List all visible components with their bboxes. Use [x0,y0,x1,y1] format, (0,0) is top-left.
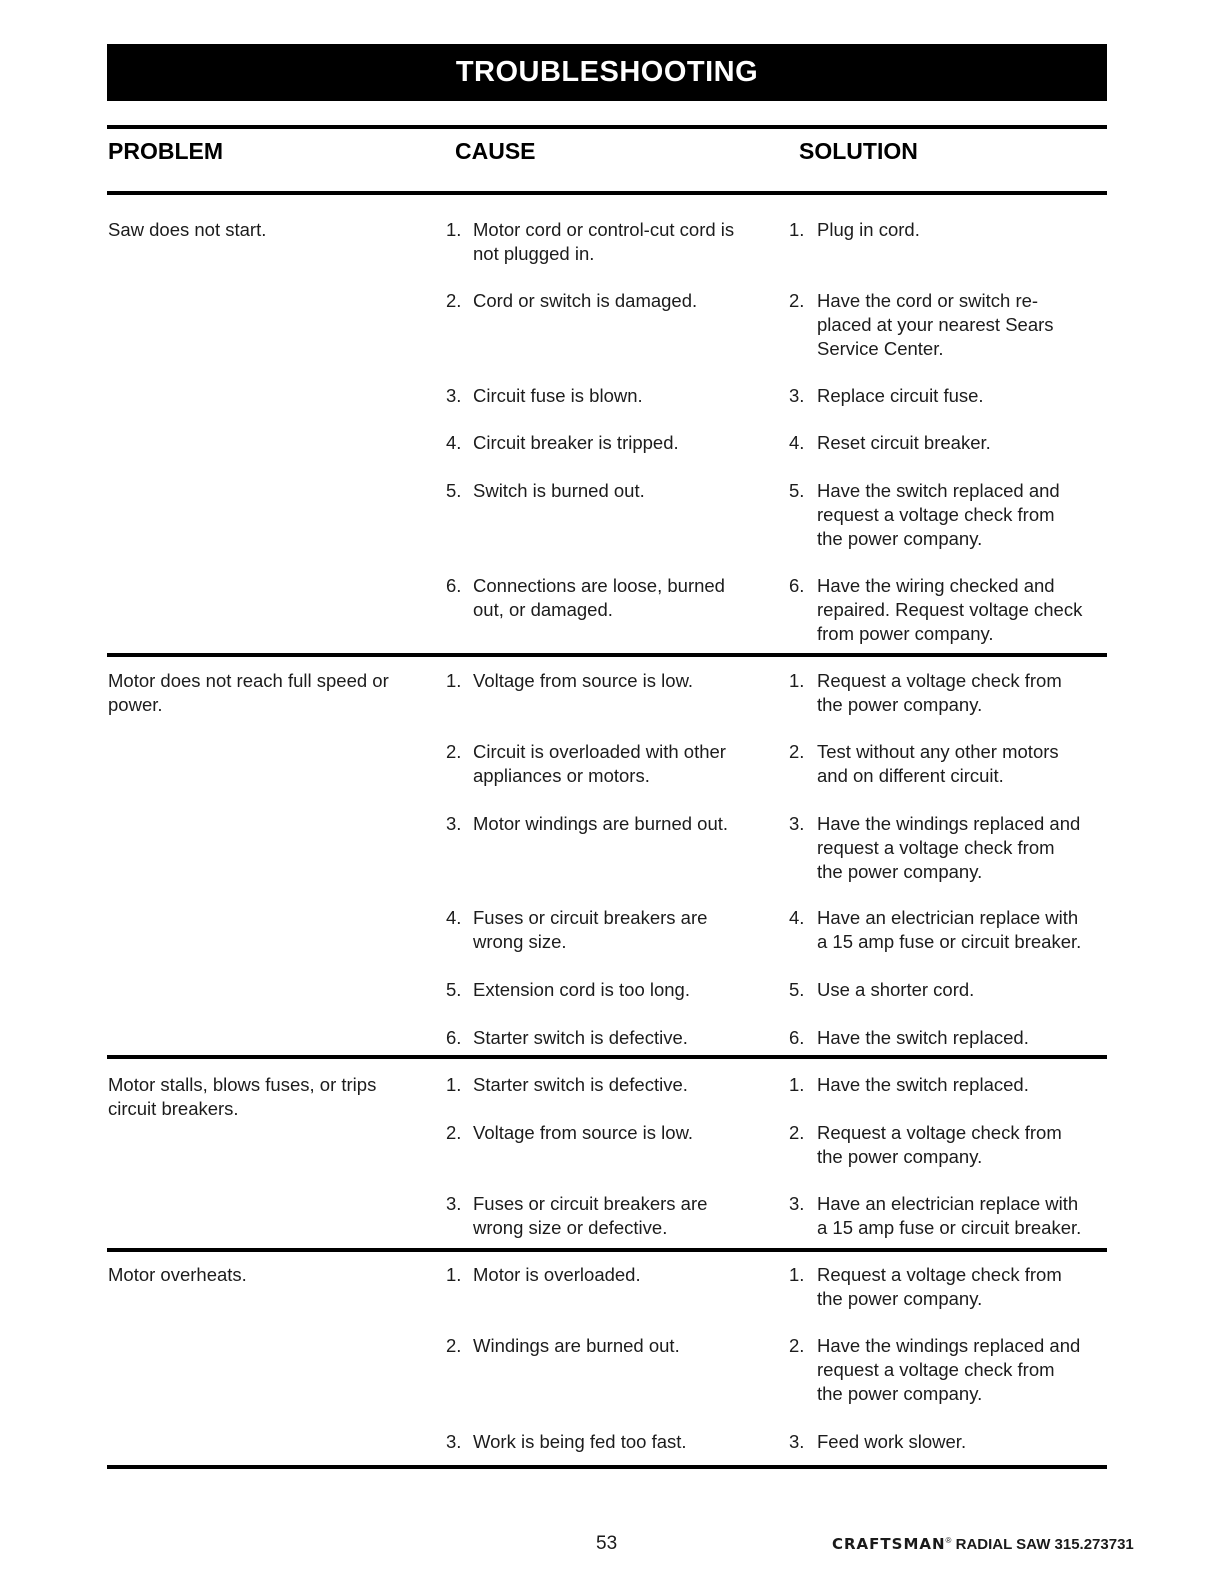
cause-number: 3. [446,385,462,406]
cause-text [473,740,773,788]
solution-number: 1. [789,1264,805,1285]
solution-number: 3. [789,1193,805,1214]
problem-text [108,218,428,242]
cause-number: 1. [446,670,462,691]
registered-mark: ® [945,1536,952,1545]
header-bottom-rule [107,191,1107,195]
cause-number: 4. [446,907,462,928]
solution-text [817,812,1117,884]
cause-text-line: wrong size or defective. [473,1217,668,1238]
cause-number: 6. [446,1027,462,1048]
section-divider [107,1055,1107,1059]
cause-text-line: Motor windings are burned out. [473,813,729,834]
solution-number: 3. [789,385,805,406]
solution-number: 5. [789,979,805,1000]
column-header-cause: CAUSE [455,138,536,164]
solution-text-line: Have an electrician replace with [817,907,1079,928]
solution-text-line: Replace circuit fuse. [817,385,984,406]
solution-text-line: placed at your nearest Sears [817,314,1054,335]
solution-text-line: a 15 amp fuse or circuit breaker. [817,931,1082,952]
cause-text-line: Circuit fuse is blown. [473,385,643,406]
solution-text-line: the power company. [817,1146,983,1167]
solution-text-line: the power company. [817,1288,983,1309]
cause-text-line: Extension cord is too long. [473,979,690,1000]
solution-text-line: request a voltage check from [817,1359,1055,1380]
cause-text [473,1026,773,1050]
cause-text-line: Windings are burned out. [473,1335,680,1356]
solution-text-line: the power company. [817,694,983,715]
cause-text-line: Fuses or circuit breakers are [473,907,708,928]
cause-text-line: Work is being fed too fast. [473,1431,687,1452]
solution-text [817,740,1117,788]
problem-text-line: circuit breakers. [108,1098,239,1119]
solution-number: 2. [789,1122,805,1143]
cause-text [473,574,773,622]
cause-number: 2. [446,1335,462,1356]
solution-text [817,978,1117,1002]
cause-text [473,1430,773,1454]
cause-text [473,669,773,693]
cause-number: 6. [446,575,462,596]
solution-text-line: Have the wiring checked and [817,575,1055,596]
problem-text-line: Motor overheats. [108,1264,247,1285]
solution-text-line: from power company. [817,623,994,644]
solution-text [817,906,1117,954]
cause-text [473,384,773,408]
cause-number: 1. [446,219,462,240]
cause-text-line: wrong size. [473,931,567,952]
page-title: TROUBLESHOOTING [455,56,759,88]
cause-text [473,218,773,266]
solution-number: 2. [789,290,805,311]
solution-text-line: request a voltage check from [817,504,1055,525]
cause-text-line: appliances or motors. [473,765,650,786]
cause-number: 2. [446,1122,462,1143]
problem-text-line: Saw does not start. [108,219,267,240]
solution-number: 1. [789,670,805,691]
problem-text [108,1073,428,1121]
cause-text [473,812,773,836]
solution-text [817,1192,1117,1240]
solution-text [817,289,1117,361]
solution-text-line: Reset circuit breaker. [817,432,991,453]
cause-text [473,1121,773,1145]
cause-number: 1. [446,1264,462,1285]
solution-text-line: Request a voltage check from [817,1122,1062,1143]
solution-text-line: Test without any other motors [817,741,1059,762]
solution-number: 2. [789,741,805,762]
column-header-solution: SOLUTION [799,138,918,164]
cause-text-line: Motor cord or control-cut cord is [473,219,735,240]
solution-text-line: and on different circuit. [817,765,1004,786]
solution-text-line: Use a shorter cord. [817,979,975,1000]
page-number: 53 [596,1533,618,1554]
craftsman-logo: CRAFTSMAN [832,1535,946,1553]
solution-number: 3. [789,813,805,834]
solution-text [817,1430,1117,1454]
solution-number: 5. [789,480,805,501]
cause-number: 3. [446,1193,462,1214]
cause-text-line: Voltage from source is low. [473,670,694,691]
solution-text-line: Request a voltage check from [817,1264,1062,1285]
cause-text-line: Voltage from source is low. [473,1122,694,1143]
solution-number: 1. [789,219,805,240]
solution-text-line: the power company. [817,528,983,549]
cause-number: 5. [446,979,462,1000]
solution-number: 6. [789,575,805,596]
problem-text [108,669,428,717]
solution-text-line: Have the windings replaced and [817,813,1081,834]
cause-number: 5. [446,480,462,501]
solution-text-line: the power company. [817,1383,983,1404]
solution-text [817,384,1117,408]
cause-text [473,479,773,503]
solution-text-line: Have the cord or switch re- [817,290,1039,311]
cause-text-line: Circuit is overloaded with other [473,741,726,762]
solution-number: 1. [789,1074,805,1095]
cause-text-line: Cord or switch is damaged. [473,290,698,311]
cause-text-line: Starter switch is defective. [473,1027,688,1048]
solution-text [817,669,1117,717]
problem-text-line: power. [108,694,163,715]
solution-text-line: Have the windings replaced and [817,1335,1081,1356]
section-divider [107,1248,1107,1252]
cause-text [473,1263,773,1287]
solution-text [817,1121,1117,1169]
header-top-rule [107,125,1107,129]
problem-text-line: Motor stalls, blows fuses, or trips [108,1074,377,1095]
cause-text [473,1192,773,1240]
cause-text [473,431,773,455]
solution-number: 3. [789,1431,805,1452]
solution-number: 6. [789,1027,805,1048]
solution-text [817,1073,1117,1097]
page-title-banner [107,44,1107,101]
solution-text-line: a 15 amp fuse or circuit breaker. [817,1217,1082,1238]
solution-text [817,574,1117,646]
cause-text-line: Connections are loose, burned [473,575,725,596]
cause-text-line: Fuses or circuit breakers are [473,1193,708,1214]
cause-text [473,1073,773,1097]
solution-text-line: the power company. [817,861,983,882]
cause-text-line: not plugged in. [473,243,595,264]
cause-text [473,1334,773,1358]
problem-text-line: Motor does not reach full speed or [108,670,389,691]
cause-text-line: Circuit breaker is tripped. [473,432,679,453]
cause-text [473,906,773,954]
solution-text-line: Feed work slower. [817,1431,967,1452]
cause-text-line: Switch is burned out. [473,480,645,501]
cause-text-line: Motor is overloaded. [473,1264,641,1285]
section-divider [107,653,1107,657]
cause-number: 2. [446,290,462,311]
solution-number: 2. [789,1335,805,1356]
solution-number: 4. [789,432,805,453]
column-header-problem: PROBLEM [108,138,223,164]
solution-text-line: repaired. Request voltage check [817,599,1083,620]
table-bottom-rule [107,1465,1107,1469]
solution-text-line: Service Center. [817,338,944,359]
solution-text [817,1026,1117,1050]
solution-text [817,479,1117,551]
cause-number: 3. [446,813,462,834]
solution-text-line: Plug in cord. [817,219,920,240]
cause-text [473,289,773,313]
solution-text-line: Have the switch replaced. [817,1027,1029,1048]
cause-text-line: Starter switch is defective. [473,1074,688,1095]
solution-text [817,1334,1117,1406]
solution-text [817,218,1117,242]
model-label: RADIAL SAW 315.273731 [955,1536,1134,1553]
solution-text [817,1263,1117,1311]
cause-number: 4. [446,432,462,453]
solution-text-line: Have the switch replaced and [817,480,1060,501]
cause-number: 3. [446,1431,462,1452]
solution-text-line: Have the switch replaced. [817,1074,1029,1095]
problem-text [108,1263,428,1287]
footer-brand-line [832,1535,1134,1553]
solution-text-line: Request a voltage check from [817,670,1062,691]
cause-text-line: out, or damaged. [473,599,613,620]
cause-number: 1. [446,1074,462,1095]
solution-text [817,431,1117,455]
cause-number: 2. [446,741,462,762]
cause-text [473,978,773,1002]
solution-text-line: request a voltage check from [817,837,1055,858]
solution-text-line: Have an electrician replace with [817,1193,1079,1214]
solution-number: 4. [789,907,805,928]
